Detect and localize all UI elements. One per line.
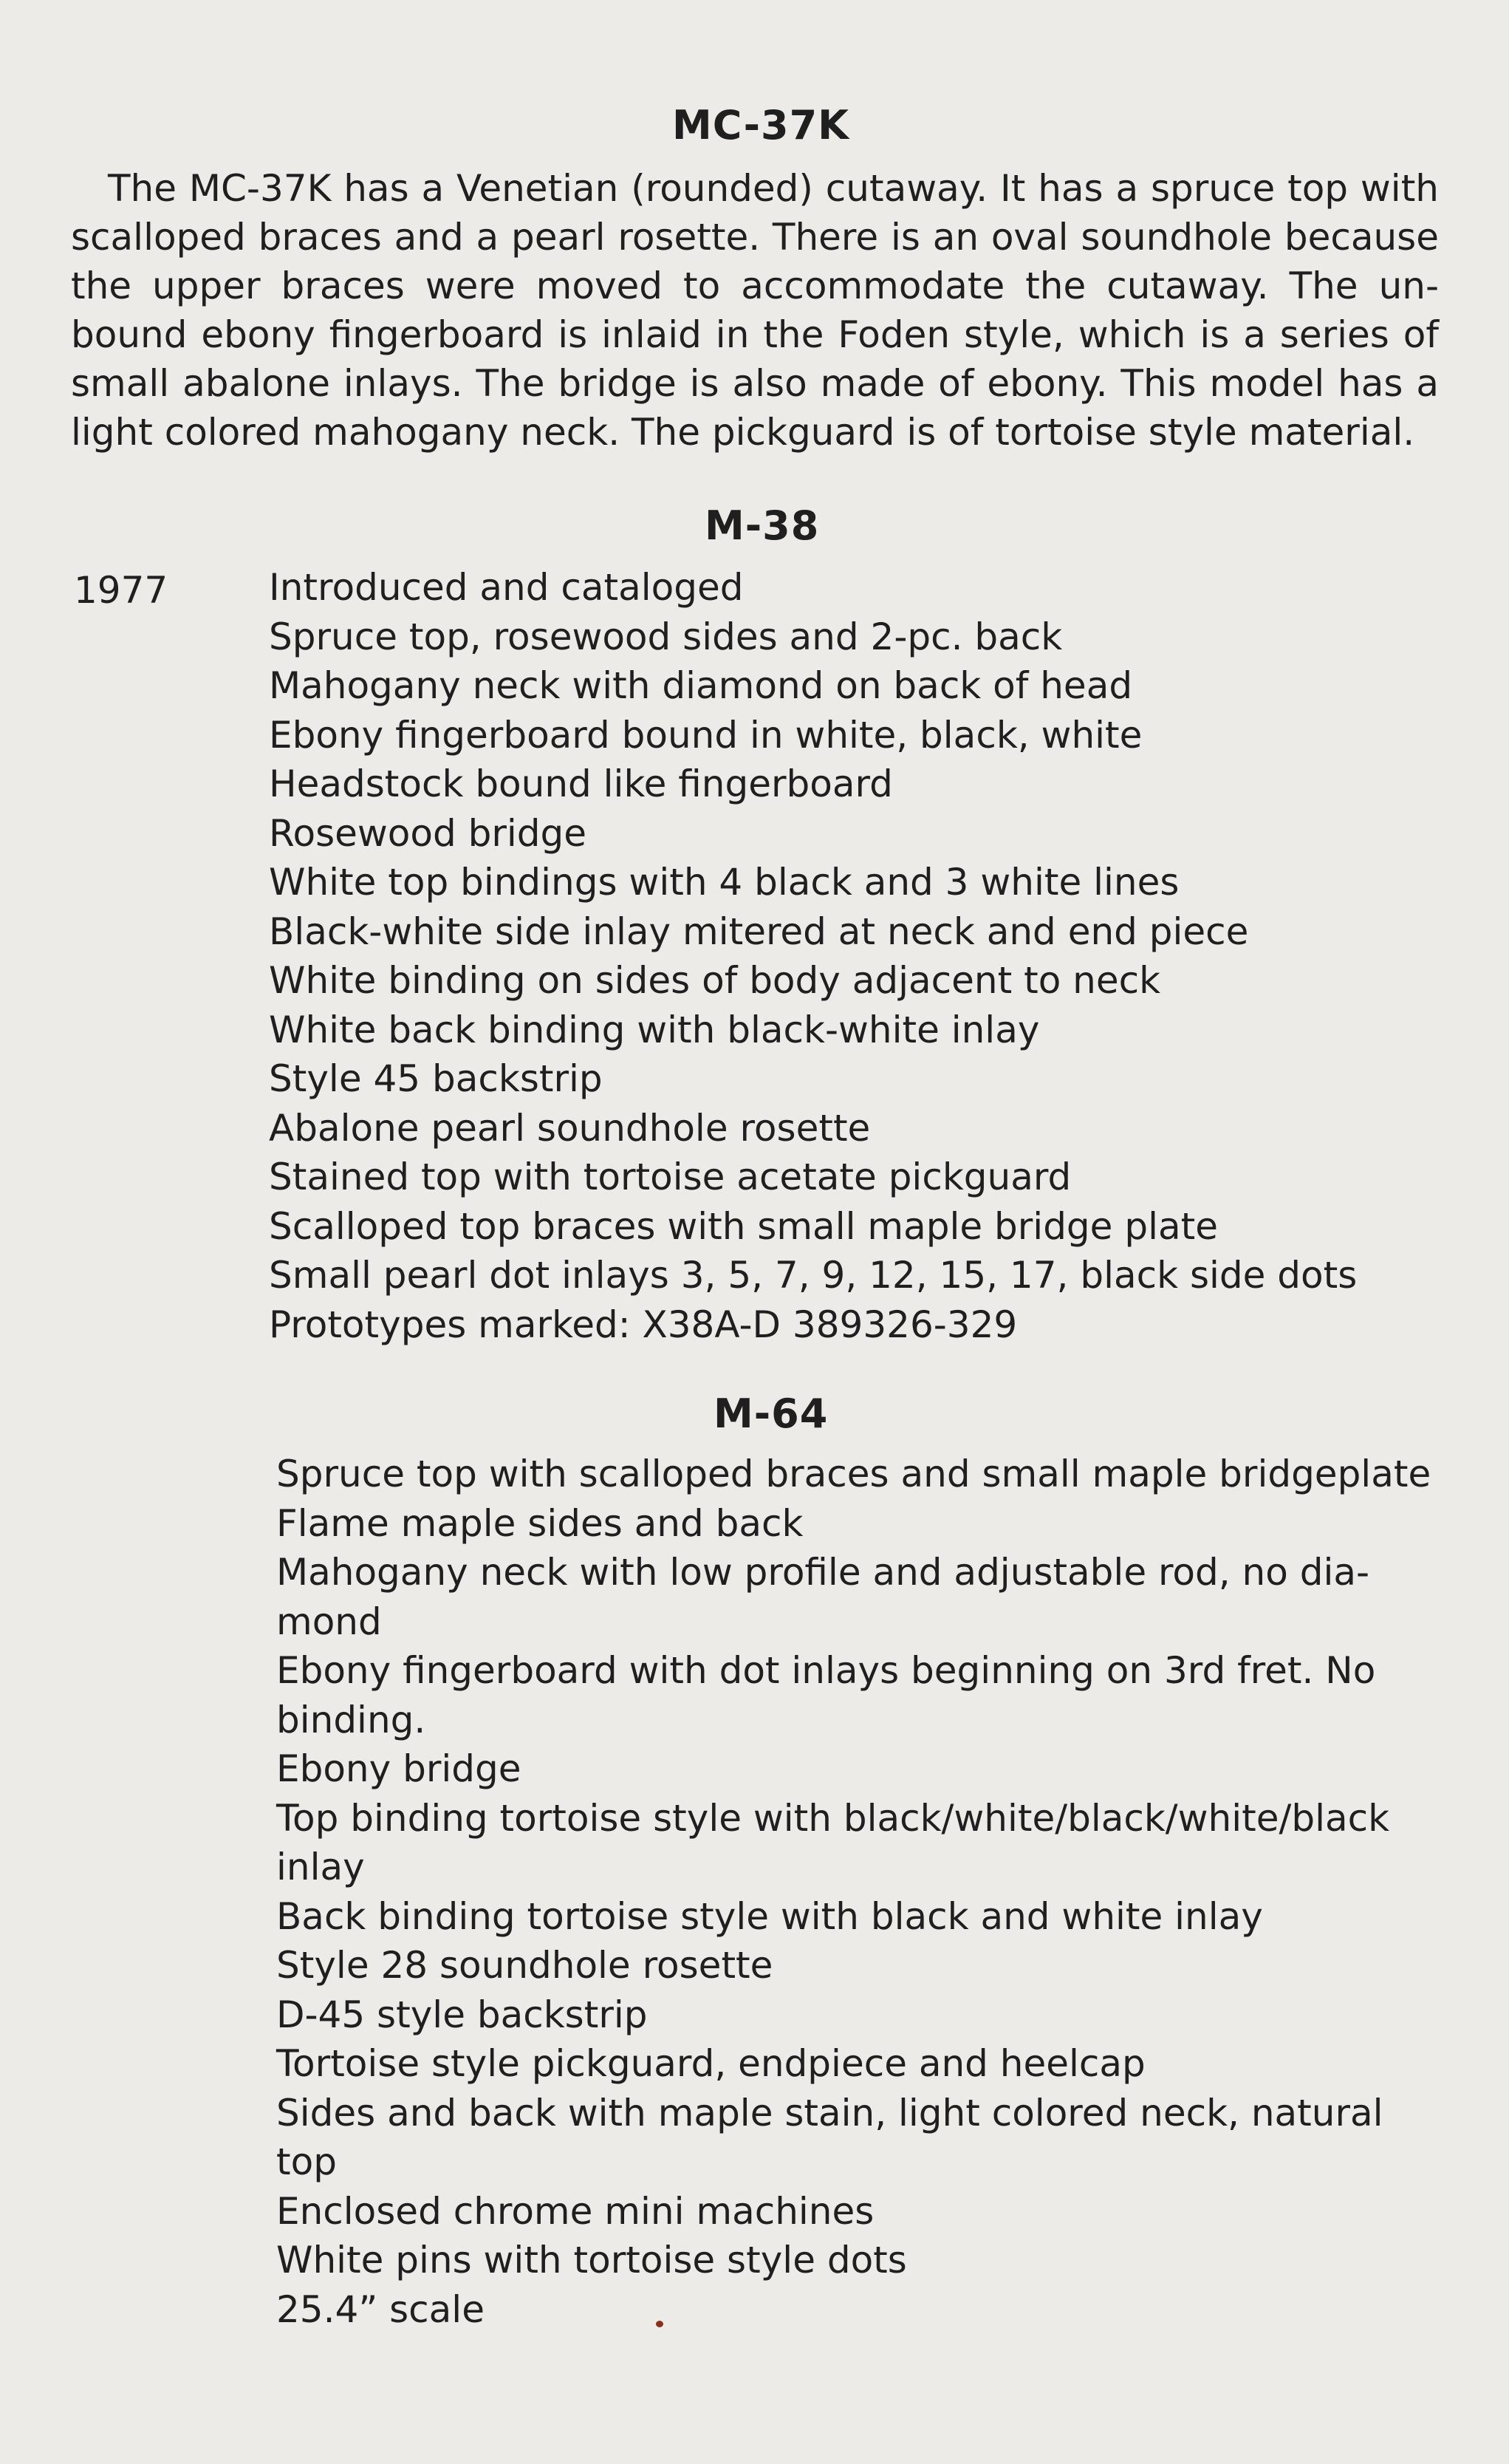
spec-item: Scalloped top braces with small maple bridge plate bbox=[269, 1204, 1218, 1248]
spec-item: Headstock bound like fingerboard bbox=[269, 762, 893, 805]
mc37k-paragraph-line: light colored mahogany neck. The pickguard is of tortoise style material. bbox=[71, 411, 1415, 454]
spec-item: Tortoise style pickguard, endpiece and heelcap bbox=[276, 2042, 1146, 2085]
m64-spec-list bbox=[276, 1450, 1431, 2334]
spec-item: Back binding tortoise style with black and white inlay bbox=[276, 1894, 1263, 1938]
spec-item: White binding on sides of body adjacent to neck bbox=[269, 959, 1161, 1002]
spec-item: Enclosed chrome mini machines bbox=[276, 2189, 875, 2233]
mc37k-paragraph-line: scalloped braces and a pearl rosette. There is an oval soundhole because bbox=[71, 216, 1439, 259]
mc37k-paragraph-line: the upper braces were moved to accommodate the cutaway. The un- bbox=[71, 265, 1439, 307]
spec-item: Abalone pearl soundhole rosette bbox=[269, 1106, 871, 1150]
spec-item: Introduced and cataloged bbox=[269, 566, 744, 609]
spec-item: Ebony fingerboard with dot inlays beginning on 3rd fret. No bbox=[276, 1649, 1376, 1692]
spec-item: Prototypes marked: X38A-D 389326-329 bbox=[269, 1303, 1018, 1346]
spec-item: White back binding with black-white inlay bbox=[269, 1008, 1040, 1051]
spec-item: White pins with tortoise style dots bbox=[276, 2239, 907, 2282]
m38-year: 1977 bbox=[74, 569, 168, 612]
spec-item: Top binding tortoise style with black/white/black/white/black bbox=[276, 1796, 1390, 1840]
spec-item: White top bindings with 4 black and 3 white lines bbox=[269, 861, 1180, 904]
spec-item: Small pearl dot inlays 3, 5, 7, 9, 12, 15, 17, black side dots bbox=[269, 1254, 1358, 1297]
spec-item: Ebony bridge bbox=[276, 1747, 521, 1790]
spec-item: Flame maple sides and back bbox=[276, 1501, 804, 1545]
spec-item: inlay bbox=[276, 1846, 365, 1888]
spec-item: Stained top with tortoise acetate pickguard bbox=[269, 1156, 1072, 1198]
spec-item: Mahogany neck with diamond on back of head bbox=[269, 664, 1133, 707]
spec-item: Style 45 backstrip bbox=[269, 1057, 603, 1100]
ink-speck bbox=[656, 2321, 663, 2327]
mc37k-paragraph-line: small abalone inlays. The bridge is also made of ebony. This model has a bbox=[71, 362, 1439, 405]
spec-item: Spruce top, rosewood sides and 2-pc. back bbox=[269, 615, 1063, 658]
spec-item: Sides and back with maple stain, light colored neck, natural bbox=[276, 2091, 1383, 2134]
spec-item: binding. bbox=[276, 1698, 426, 1741]
spec-item: D-45 style backstrip bbox=[276, 1993, 648, 2036]
spec-item: Ebony fingerboard bound in white, black, white bbox=[269, 713, 1143, 757]
spec-item: Spruce top with scalloped braces and small maple bridgeplate bbox=[276, 1453, 1431, 1495]
m38-heading: M-38 bbox=[705, 502, 820, 549]
mc37k-heading: MC-37K bbox=[672, 102, 850, 149]
mc37k-paragraph-line: The MC-37K has a Venetian (rounded) cutaway. It has a spruce top with bbox=[108, 167, 1439, 210]
spec-item: Black-white side inlay mitered at neck and end piece bbox=[269, 910, 1249, 953]
spec-item: Style 28 soundhole rosette bbox=[276, 1944, 773, 1987]
m38-spec-list bbox=[269, 563, 1357, 1349]
spec-item: top bbox=[276, 2140, 337, 2183]
spec-item: Rosewood bridge bbox=[269, 811, 587, 855]
spec-item: 25.4” scale bbox=[276, 2287, 485, 2331]
spec-item: mond bbox=[276, 1600, 382, 1643]
spec-item: Mahogany neck with low profile and adjustable rod, no dia- bbox=[276, 1551, 1370, 1594]
m64-heading: M-64 bbox=[714, 1390, 829, 1437]
mc37k-paragraph-line: bound ebony fingerboard is inlaid in the Foden style, which is a series of bbox=[71, 313, 1439, 356]
